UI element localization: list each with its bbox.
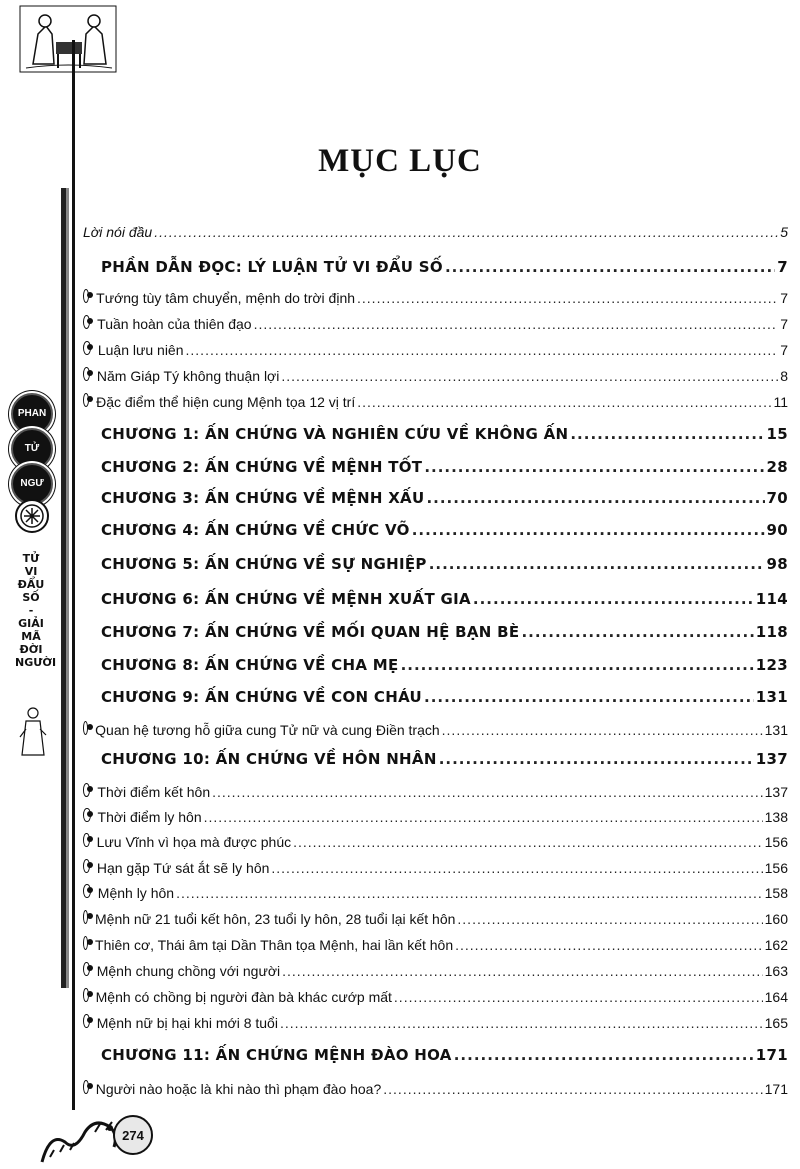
spine-word: SỐ (22, 591, 40, 604)
dot-leader (401, 656, 754, 674)
toc-page-number: 165 (764, 1015, 788, 1031)
toc-page-number: 156 (764, 860, 788, 876)
toc-chapter-entry[interactable] (83, 623, 788, 641)
dot-leader (357, 290, 778, 306)
toc-entry-title: Đặc điểm thể hiện cung Mệnh tọa 12 vị trí (96, 394, 356, 410)
toc-entry-title: Mệnh nữ bị hại khi mới 8 tuổi (96, 1015, 278, 1031)
dot-leader (394, 989, 763, 1005)
bullet-icon (83, 910, 88, 924)
toc-entry-title: Thiên cơ, Thái âm tại Dần Thân tọa Mệnh, hai lần kết hôn (95, 937, 454, 953)
toc-chapter-entry[interactable] (83, 521, 788, 539)
toc-entry-title: Lưu Vĩnh vì họa mà được phúc (96, 834, 292, 850)
dot-leader (439, 750, 754, 768)
spine-word: MÃ (21, 630, 41, 643)
toc-entry-title: Thời điểm kết hôn (97, 784, 211, 800)
toc-page-number: 8 (780, 368, 788, 384)
spine-word: - (28, 604, 34, 617)
toc-entry-title: Mệnh ly hôn (97, 885, 175, 901)
toc-chapter-entry[interactable] (83, 590, 788, 608)
margin-bar-highlight (66, 188, 69, 988)
toc-entry-title: CHƯƠNG 11: ẤN CHỨNG MỆNH ĐÀO HOA (101, 1046, 452, 1064)
toc-entry-title: Mệnh có chồng bị người đàn bà khác cướp mất (95, 989, 392, 1005)
dot-leader (457, 911, 762, 927)
scholars-illustration (18, 4, 118, 76)
toc-entry-title: CHƯƠNG 2: ẤN CHỨNG VỀ MỆNH TỐT (101, 458, 423, 476)
dot-leader (442, 722, 763, 738)
toc-chapter-entry[interactable] (83, 656, 788, 674)
medallion-tu: TỬ (11, 428, 53, 470)
spine-word: ĐỜI (19, 643, 43, 656)
toc-page-number: 131 (755, 688, 788, 706)
bullet-icon (83, 1080, 89, 1094)
dot-leader (271, 860, 762, 876)
toc-page-number: 90 (766, 521, 788, 539)
bullet-icon (83, 367, 90, 381)
toc-entry-title: CHƯƠNG 8: ẤN CHỨNG VỀ CHA MẸ (101, 656, 399, 674)
toc-page-number: 164 (764, 989, 788, 1005)
dot-leader (212, 784, 763, 800)
toc-page-number: 160 (764, 911, 788, 927)
dot-leader (154, 224, 778, 240)
toc-entry-title: CHƯƠNG 7: ẤN CHỨNG VỀ MỐI QUAN HỆ BẠN BÈ (101, 623, 520, 641)
bullet-icon (83, 289, 89, 303)
bullet-icon (83, 884, 91, 898)
bullet-icon (83, 988, 89, 1002)
dot-leader (176, 885, 763, 901)
toc-page-number: 98 (766, 555, 788, 573)
toc-page-number: 28 (766, 458, 788, 476)
toc-chapter-entry[interactable] (83, 458, 788, 476)
toc-entry-title: CHƯƠNG 9: ẤN CHỨNG VỀ CON CHÁU (101, 688, 423, 706)
toc-section-entry[interactable] (83, 808, 788, 825)
toc-entry-title: Quan hệ tương hỗ giữa cung Tử nữ và cung Điền trạch (95, 722, 440, 738)
dot-leader (281, 368, 778, 384)
dot-leader (424, 458, 764, 476)
toc-preface-entry[interactable] (83, 224, 788, 240)
toc-section-entry[interactable] (83, 988, 788, 1005)
medallion-phan: PHAN (11, 393, 53, 435)
dot-leader (412, 521, 765, 539)
bullet-icon (83, 936, 88, 950)
dot-leader (293, 834, 763, 850)
spine-word: TỬ (22, 552, 40, 565)
toc-entry-title: Hạn gặp Tứ sát ắt sẽ ly hôn (96, 860, 270, 876)
toc-section-entry[interactable] (83, 393, 788, 410)
toc-section-entry[interactable] (83, 859, 788, 876)
toc-page-number: 114 (755, 590, 788, 608)
dot-leader (455, 937, 763, 953)
toc-chapter-entry[interactable] (83, 555, 788, 573)
dot-leader (424, 688, 754, 706)
toc-page-number: 158 (764, 885, 788, 901)
toc-chapter-entry[interactable] (83, 688, 788, 706)
bullet-icon (83, 833, 90, 847)
spine-word: VI (24, 565, 38, 578)
dot-leader (454, 1046, 754, 1064)
toc-page-number: 15 (766, 425, 788, 443)
toc-section-entry[interactable] (83, 884, 788, 901)
toc-page-number: 171 (764, 1081, 788, 1097)
toc-section-entry[interactable] (83, 341, 788, 358)
spine-book-title (15, 552, 57, 669)
toc-section-entry[interactable] (83, 910, 788, 927)
toc-chapter-entry[interactable] (83, 1046, 788, 1064)
toc-entry-title: Lời nói đầu (83, 224, 153, 240)
toc-entry-title: Thời điểm ly hôn (97, 809, 202, 825)
dot-leader (383, 1081, 762, 1097)
bullet-icon (83, 315, 90, 329)
toc-chapter-entry[interactable] (83, 489, 788, 507)
ornament-emblem-icon (14, 498, 50, 534)
toc-page-number: 11 (773, 394, 788, 410)
toc-section-entry[interactable] (83, 936, 788, 953)
dot-leader (521, 623, 753, 641)
toc-page-number: 171 (755, 1046, 788, 1064)
toc-chapter-entry[interactable] (83, 750, 788, 768)
spine-word: NGƯỜI (15, 656, 57, 669)
toc-entry-title: CHƯƠNG 6: ẤN CHỨNG VỀ MỆNH XUẤT GIA (101, 590, 471, 608)
toc-page-number: 163 (764, 963, 788, 979)
toc-entry-title: CHƯƠNG 4: ẤN CHỨNG VỀ CHỨC VÕ (101, 521, 410, 539)
dot-leader (429, 555, 765, 573)
bullet-icon (83, 721, 88, 735)
dot-leader (570, 425, 764, 443)
spine-word: ĐẨU (17, 578, 45, 591)
toc-section-entry[interactable] (83, 1014, 788, 1031)
toc-page-number: 123 (755, 656, 788, 674)
toc-section-entry[interactable] (83, 315, 788, 332)
toc-section-entry[interactable] (83, 783, 788, 800)
toc-entry-title: Luận lưu niên (97, 342, 184, 358)
dot-leader (204, 809, 763, 825)
margin-rule (72, 40, 75, 1110)
toc-page-number: 70 (766, 489, 788, 507)
bullet-icon (83, 341, 91, 355)
dot-leader (186, 342, 779, 358)
bullet-icon (83, 393, 89, 407)
medallion-ngu: NGƯ (11, 463, 53, 505)
toc-section-entry[interactable] (83, 962, 788, 979)
dragon-ornament-illustration (40, 1112, 120, 1167)
bullet-icon (83, 962, 90, 976)
toc-page-number: 7 (780, 316, 788, 332)
toc-entry-title: CHƯƠNG 3: ẤN CHỨNG VỀ MỆNH XẤU (101, 489, 425, 507)
toc-entry-title: CHƯƠNG 1: ẤN CHỨNG VÀ NGHIÊN CỨU VỀ KHÔNG ẤN (101, 425, 569, 443)
toc-entry-title: Mệnh chung chồng với người (96, 963, 281, 979)
dot-leader (426, 489, 764, 507)
toc-entry-title: Năm Giáp Tý không thuận lợi (96, 368, 280, 384)
toc-section-entry[interactable] (83, 833, 788, 850)
toc-section-entry[interactable] (83, 289, 788, 306)
toc-entry-title: CHƯƠNG 10: ẤN CHỨNG VỀ HÔN NHÂN (101, 750, 437, 768)
bullet-icon (83, 1014, 90, 1028)
toc-page-number: 156 (764, 834, 788, 850)
figure-illustration (18, 705, 48, 760)
spine-word: GIẢI (18, 617, 44, 630)
dot-leader (445, 258, 775, 276)
bullet-icon (83, 783, 90, 797)
toc-section-entry[interactable] (83, 721, 788, 738)
toc-section-entry[interactable] (83, 1080, 788, 1097)
dot-leader (254, 316, 779, 332)
toc-chapter-entry[interactable] (83, 425, 788, 443)
page-title: MỤC LỤC (318, 143, 482, 179)
toc-page-number: 137 (755, 750, 788, 768)
toc-page-number: 7 (780, 342, 788, 358)
bullet-icon (83, 859, 90, 873)
toc-chapter-entry[interactable] (83, 258, 788, 276)
toc-page-number: 5 (780, 224, 788, 240)
dot-leader (473, 590, 754, 608)
dot-leader (280, 1015, 763, 1031)
toc-page-number: 131 (764, 722, 788, 738)
toc-entry-title: CHƯƠNG 5: ẤN CHỨNG VỀ SỰ NGHIỆP (101, 555, 427, 573)
toc-page-number: 137 (764, 784, 788, 800)
toc-page-number: 138 (764, 809, 788, 825)
toc-section-entry[interactable] (83, 367, 788, 384)
toc-page-number: 7 (780, 290, 788, 306)
toc-page-number: 118 (755, 623, 788, 641)
toc-entry-title: Người nào hoặc là khi nào thì phạm đào hoa? (95, 1081, 382, 1097)
bullet-icon (83, 808, 91, 822)
toc-entry-title: Tuần hoàn của thiên đạo (97, 316, 252, 332)
dot-leader (282, 963, 763, 979)
toc-page-number: 162 (764, 937, 788, 953)
toc-entry-title: PHẦN DẪN ĐỌC: LÝ LUẬN TỬ VI ĐẨU SỐ (101, 258, 443, 276)
toc-entry-title: Mệnh nữ 21 tuổi kết hôn, 23 tuổi ly hôn, 28 tuổi lại kết hôn (95, 911, 456, 927)
toc-entry-title: Tướng tùy tâm chuyển, mệnh do trời định (96, 290, 356, 306)
page-number: 274 (113, 1115, 153, 1155)
toc-page-number: 7 (777, 258, 788, 276)
dot-leader (357, 394, 771, 410)
